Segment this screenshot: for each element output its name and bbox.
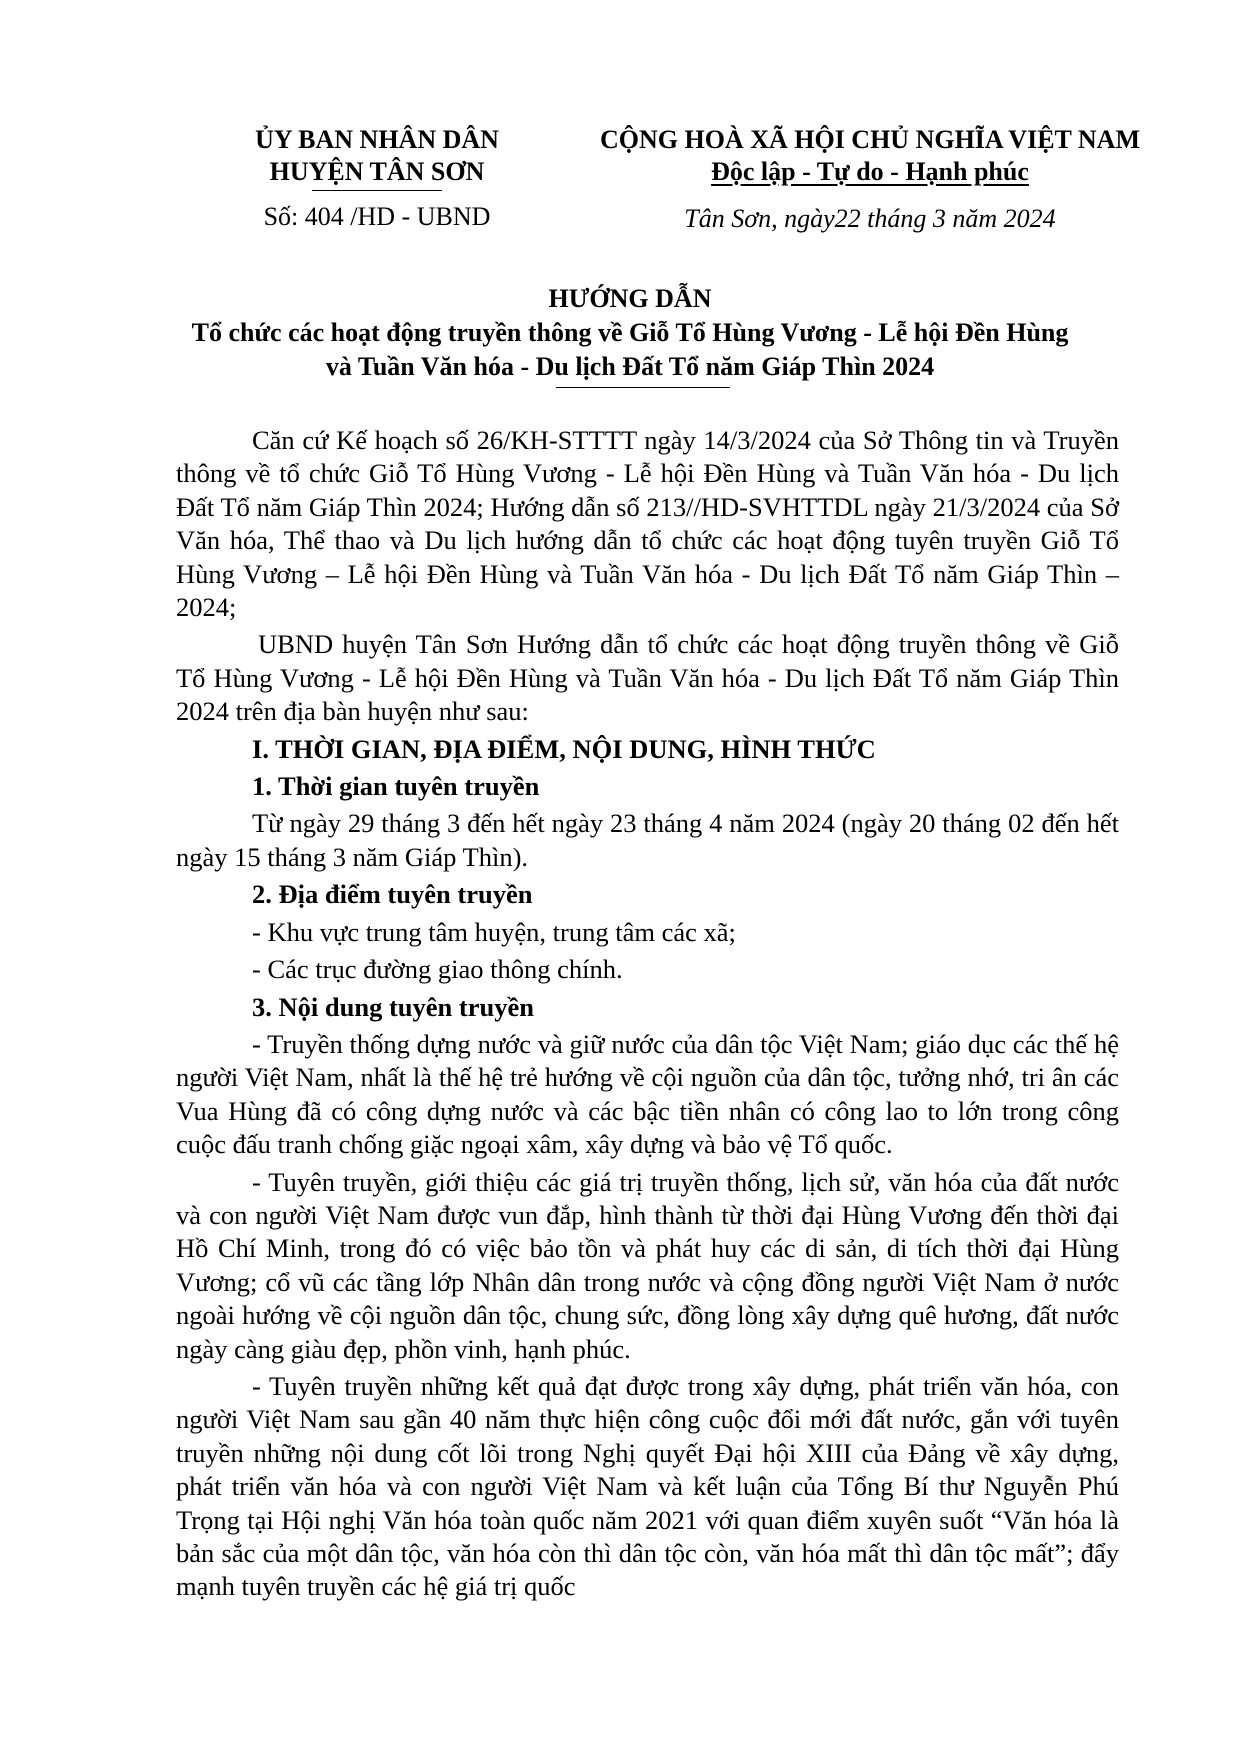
document-title [140, 282, 1120, 384]
location-item: - Các trục đường giao thông chính. [252, 954, 623, 985]
issuing-agency [212, 124, 542, 191]
location-item: - Khu vực trung tâm huyện, trung tâm các xã; [252, 916, 736, 947]
nation-name: CỘNG HOÀ XÃ HỘI CHỦ NGHĨA VIỆT NAM [599, 125, 1141, 154]
national-motto: Độc lập - Tự do - Hạnh phúc [711, 157, 1029, 186]
section-heading-1: I. THỜI GIAN, ĐỊA ĐIỂM, NỘI DUNG, HÌNH THỨC [252, 733, 876, 764]
title-underline [556, 387, 730, 388]
document-type: HƯỚNG DẪN [548, 284, 712, 313]
document-number: Số: 404 /HD - UBND [263, 202, 491, 231]
subsection-heading-location: 2. Địa điểm tuyên truyền [252, 879, 533, 910]
title-line1: Tổ chức các hoạt động truyền thông về Giỗ Tổ Hùng Vương - Lễ hội Đền Hùng [191, 318, 1069, 347]
time-paragraph: Từ ngày 29 tháng 3 đến hết ngày 23 tháng 4 năm 2024 (ngày 20 tháng 02 đến hết ngày 15 tháng 3 năm Giáp Thìn). [176, 808, 1119, 872]
title-line2: và Tuần Văn hóa - Du lịch Đất Tổ năm Giáp Thìn 2024 [325, 352, 935, 381]
agency-name-line2: HUYỆN TÂN SƠN [269, 157, 485, 186]
intro-paragraph: UBND huyện Tân Sơn Hướng dẫn tổ chức các hoạt động truyền thông về Giỗ Tổ Hùng Vương - Lễ hội Đền Hùng và Tuần Văn hóa - Du lịch Đất Tổ năm Giáp Thìn 2024 trên địa bàn huyện như sau: [176, 629, 1119, 727]
agency-name-line1: ỦY BAN NHÂN DÂN [255, 125, 499, 154]
national-heading [590, 124, 1150, 188]
content-item: - Truyền thống dựng nước và giữ nước của dân tộc Việt Nam; giáo dục các thế hệ người Việt Nam, nhất là thế hệ trẻ hướng về cội nguồn của dân tộc, tưởng nhớ, tri ân các Vua Hùng đã có công dựng nước và các bậc tiền nhân có công lao to lớn trong công cuộc đấu tranh chống giặc ngoại xâm, xây dựng và bảo vệ Tổ quốc. [176, 1028, 1119, 1160]
document-body [176, 424, 1119, 1608]
place-and-date: Tân Sơn, ngày22 tháng 3 năm 2024 [684, 204, 1056, 233]
content-item: - Tuyên truyền những kết quả đạt được trong xây dựng, phát triển văn hóa, con người Việt Nam sau gần 40 năm thực hiện công cuộc đổi mới đất nước, gắn với tuyên truyền những nội dung cốt lõi trong Nghị quyết Đại hội XIII của Đảng về xây dựng, phát triển văn hóa và con người Việt Nam và kết luận của Tổng Bí thư Nguyễn Phú Trọng tại Hội nghị Văn hóa toàn quốc năm 2021 với quan điểm xuyên suốt “Văn hóa là bản sắc của một dân tộc, văn hóa còn thì dân tộc còn, văn hóa mất thì dân tộc mất”; đẩy mạnh tuyên truyền các hệ giá trị quốc [176, 1370, 1119, 1602]
legal-basis-paragraph: Căn cứ Kế hoạch số 26/KH-STTTT ngày 14/3/2024 của Sở Thông tin và Truyền thông về tổ chức Giỗ Tổ Hùng Vương - Lễ hội Đền Hùng và Tuần Văn hóa - Du lịch Đất Tổ năm Giáp Thìn 2024; Hướng dẫn số 213//HD-SVHTTDL ngày 21/3/2024 của Sở Văn hóa, Thể thao và Du lịch hướng dẫn tổ chức các hoạt động tuyên truyền Giỗ Tổ Hùng Vương – Lễ hội Đền Hùng và Tuần Văn hóa - Du lịch Đất Tổ năm Giáp Thìn – 2024; [176, 425, 1119, 623]
agency-underline [312, 190, 442, 191]
subsection-heading-time: 1. Thời gian tuyên truyền [252, 771, 540, 802]
subsection-heading-content: 3. Nội dung tuyên truyền [252, 991, 534, 1022]
content-item: - Tuyên truyền, giới thiệu các giá trị truyền thống, lịch sử, văn hóa của đất nước và con người Việt Nam được vun đắp, hình thành từ thời đại Hùng Vương đến thời đại Hồ Chí Minh, trong đó có việc bảo tồn và phát huy các di sản, di tích thời đại Hùng Vương; cổ vũ các tầng lớp Nhân dân trong nước và cộng đồng người Việt Nam ở nước ngoài hướng về cội nguồn dân tộc, chung sức, đồng lòng xây dựng quê hương, đất nước ngày càng giàu đẹp, phồn vinh, hạnh phúc. [176, 1166, 1119, 1364]
